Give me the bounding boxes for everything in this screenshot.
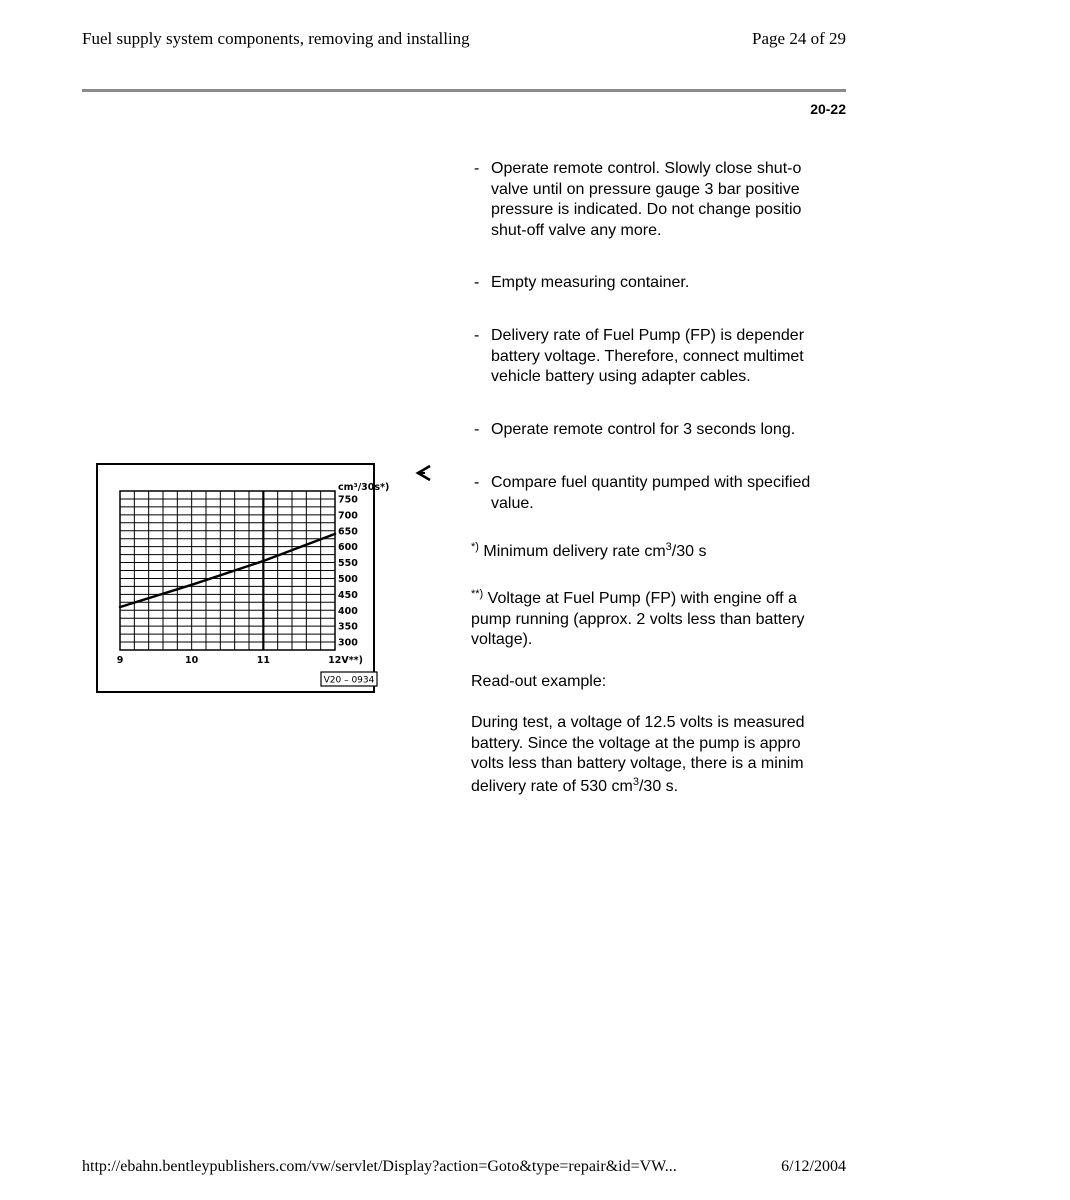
header-divider: [82, 89, 846, 92]
document-title: Fuel supply system components, removing and installing: [82, 29, 470, 48]
y-tick-label: 550: [338, 558, 358, 570]
y-tick-label: 650: [338, 526, 358, 538]
data-point: [262, 560, 264, 562]
figure-id-label: V20 – 0934: [323, 675, 375, 686]
x-tick-label: 12V**): [328, 655, 363, 666]
step-dash: -: [474, 327, 480, 344]
step-line: Operate remote control for 3 seconds long.: [491, 421, 796, 438]
y-tick-label: 700: [338, 510, 358, 522]
step-dash: -: [474, 274, 480, 291]
y-tick-label: 400: [338, 605, 358, 617]
readout-label: Read-out example:: [471, 673, 607, 690]
page-number: Page 24 of 29: [752, 29, 846, 48]
step-line: Compare fuel quantity pumped with specified: [491, 474, 811, 491]
step-dash: -: [474, 160, 480, 177]
data-point: [191, 584, 193, 586]
data-point: [119, 606, 121, 608]
instructions-column: [470, 150, 846, 830]
y-axis-unit-label: cm³/30s*): [338, 482, 390, 493]
figure-pointer-icon: [415, 463, 433, 483]
y-tick-label: 600: [338, 542, 358, 554]
footnote-mark: **): [471, 588, 484, 600]
footer-date: 6/12/2004: [781, 1158, 846, 1175]
y-tick-label: 350: [338, 621, 358, 633]
x-tick-label: 10: [185, 655, 199, 666]
x-tick-label: 9: [116, 655, 124, 666]
y-tick-label: 500: [338, 573, 358, 585]
footnote-min-delivery: *) Minimum delivery rate $cm^3/30$ s: [471, 541, 707, 560]
delivery-rate-chart: [96, 463, 390, 693]
footnote-voltage: **) Voltage at Fuel Pump (FP) with engine off a pump running (approx. 2 volts less than battery voltage).: [471, 588, 805, 648]
step-line: valve until on pressure gauge 3 bar positive: [491, 180, 800, 198]
step-line: Delivery rate of Fuel Pump (FP) is depender: [491, 327, 805, 344]
step-line: battery voltage. Therefore, connect multimet: [491, 347, 804, 365]
step-line: Empty measuring container.: [491, 274, 690, 291]
step-line: shut-off valve any more.: [491, 221, 662, 239]
x-tick-label: 11: [256, 655, 270, 666]
footer-url: http://ebahn.bentleypublishers.com/vw/servlet/Display?action=Goto&type=repair&id=VW...: [82, 1158, 677, 1175]
data-point: [334, 533, 336, 535]
footnote-mark: *): [471, 541, 479, 553]
step-line: pressure is indicated. Do not change positio: [491, 201, 802, 218]
step-dash: -: [474, 421, 480, 438]
step-dash: -: [474, 474, 480, 491]
step-line: value.: [491, 494, 534, 512]
section-number: 20-22: [810, 101, 846, 117]
y-tick-label: 450: [338, 589, 358, 601]
readout-example: During test, a voltage of 12.5 volts is measured battery. Since the voltage at the pump is appro volts less than battery voltage, there is a minim delivery rate of 530 $cm^3/30$ s.: [471, 714, 805, 795]
chart-canvas: [98, 465, 390, 691]
step-line: Operate remote control. Slowly close shut-o: [491, 160, 802, 177]
y-tick-label: 750: [338, 494, 358, 506]
y-tick-label: 300: [338, 637, 358, 649]
step-line: vehicle battery using adapter cables.: [491, 368, 751, 385]
